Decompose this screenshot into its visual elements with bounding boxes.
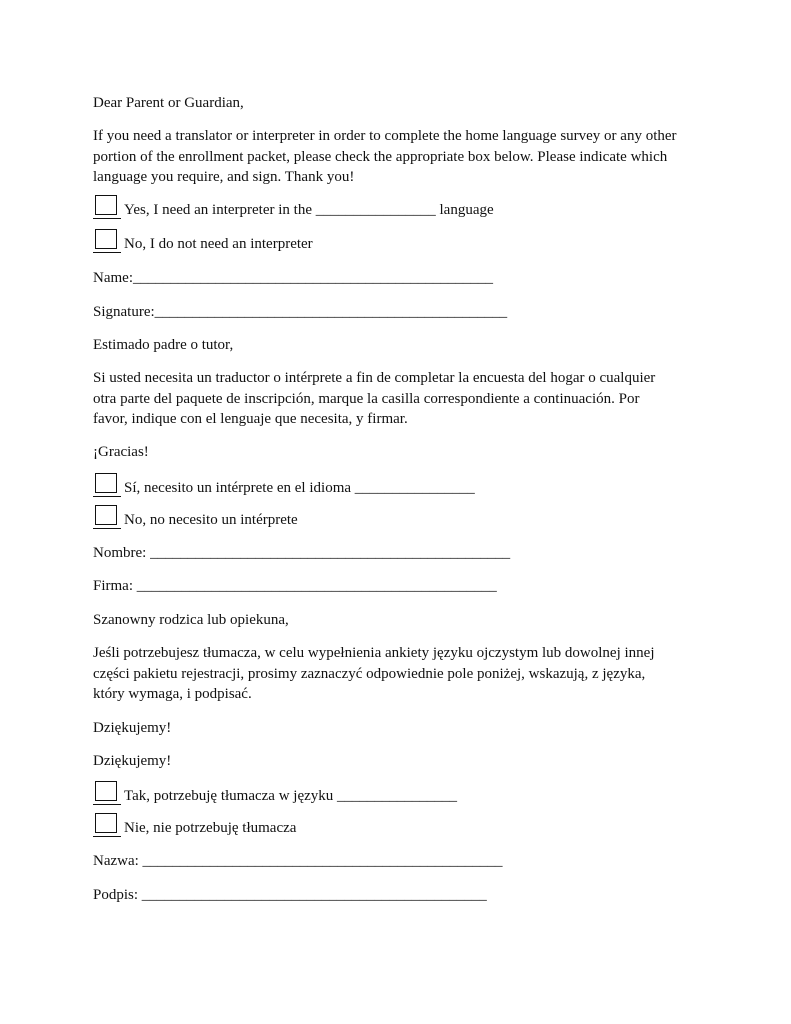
spanish-name-field[interactable]: Nombre: ________________________________________________ <box>93 545 511 561</box>
polish-greeting: Szanowny rodzica lub opiekuna, <box>93 612 289 628</box>
spanish-thanks: ¡Gracias! <box>93 444 149 460</box>
polish-thanks-1: Dziękujemy! <box>93 720 172 736</box>
english-yes-checkbox[interactable] <box>93 200 121 220</box>
spanish-yes-checkbox[interactable] <box>93 478 121 498</box>
polish-option-no <box>93 818 296 838</box>
polish-body-line-2: części pakietu rejestracji, prosimy zaznaczyć odpowiednie pole poniżej, wskazują, z języka, <box>93 666 646 682</box>
english-option-yes <box>93 200 494 220</box>
english-body-line-2: portion of the enrollment packet, please check the appropriate box below. Please indicate which <box>93 149 668 165</box>
polish-no-label: Nie, nie potrzebuję tłumacza <box>124 820 297 836</box>
english-no-checkbox[interactable] <box>93 234 121 254</box>
spanish-yes-label: Sí, necesito un intérprete en el idioma ________________ <box>124 480 475 496</box>
spanish-option-yes <box>93 478 475 498</box>
english-greeting: Dear Parent or Guardian, <box>93 95 244 111</box>
polish-yes-checkbox[interactable] <box>93 786 121 806</box>
polish-name-field[interactable]: Nazwa: ________________________________________________ <box>93 853 503 869</box>
polish-signature-field[interactable]: Podpis: ______________________________________________ <box>93 887 487 903</box>
spanish-option-no <box>93 510 298 530</box>
polish-body-line-3: który wymaga, i podpisać. <box>93 686 252 702</box>
spanish-body-line-1: Si usted necesita un traductor o intérprete a fin de completar la encuesta del hogar o cualquier <box>93 370 656 386</box>
spanish-greeting: Estimado padre o tutor, <box>93 337 234 353</box>
spanish-body-line-2: otra parte del paquete de inscripción, marque la casilla correspondiente a continuación. Por <box>93 391 640 407</box>
english-body-line-3: language you require, and sign. Thank you! <box>93 169 355 185</box>
spanish-no-label: No, no necesito un intérprete <box>124 512 298 528</box>
polish-thanks-2: Dziękujemy! <box>93 753 172 769</box>
polish-no-checkbox[interactable] <box>93 818 121 838</box>
english-option-no <box>93 234 313 254</box>
english-name-field[interactable]: Name:________________________________________________ <box>93 270 493 286</box>
english-signature-field[interactable]: Signature:_______________________________________________ <box>93 304 508 320</box>
english-yes-label: Yes, I need an interpreter in the ________________ language <box>124 202 494 218</box>
english-no-label: No, I do not need an interpreter <box>124 236 313 252</box>
spanish-body-line-3: favor, indique con el lenguaje que necesita, y firmar. <box>93 411 408 427</box>
polish-yes-label: Tak, potrzebuję tłumacza w języku ________________ <box>124 788 458 804</box>
polish-option-yes <box>93 786 457 806</box>
polish-body-line-1: Jeśli potrzebujesz tłumacza, w celu wypełnienia ankiety języku ojczystym lub dowolnej innej <box>93 645 655 661</box>
spanish-signature-field[interactable]: Firma: ________________________________________________ <box>93 578 497 594</box>
spanish-no-checkbox[interactable] <box>93 510 121 530</box>
english-body-line-1: If you need a translator or interpreter in order to complete the home language survey or any other <box>93 128 677 144</box>
